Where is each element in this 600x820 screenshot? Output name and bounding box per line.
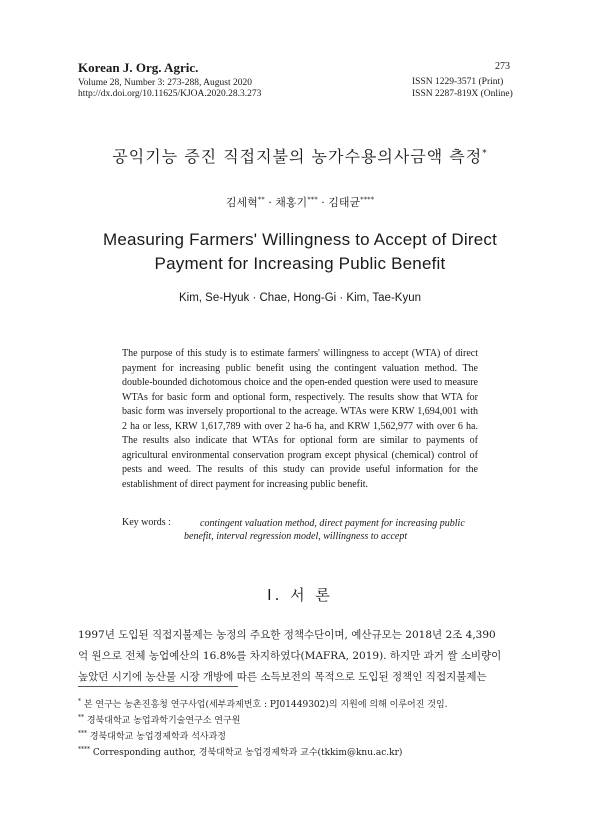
author-3: 김태균	[328, 196, 361, 209]
volume-info: Volume 28, Number 3: 273-288, August 2020	[78, 78, 252, 88]
footnote-4-mark: ****	[78, 746, 90, 753]
doi-link[interactable]: http://dx.doi.org/10.11625/KJOA.2020.28.3.273	[78, 89, 262, 99]
footnote-1	[78, 697, 448, 710]
page-number: 273	[495, 61, 510, 72]
author-separator: ·	[321, 196, 325, 209]
footnote-3-text: 경북대학교 농업경제학과 석사과정	[87, 732, 226, 742]
paper-title-english	[0, 228, 600, 276]
paper-title-korean	[0, 144, 600, 167]
footnote-3	[78, 729, 226, 742]
title-en-line-2: Payment for Increasing Public Benefit	[154, 254, 446, 273]
footnote-4-text: Corresponding author, 경북대학교 농업경제학과 교수(tkkim@knu.ac.kr)	[90, 748, 403, 758]
issn-print: ISSN 1229-3571 (Print)	[412, 77, 504, 87]
footnote-3-mark: ***	[78, 730, 87, 737]
issn-online: ISSN 2287-819X (Online)	[412, 89, 513, 99]
title-en-line-1: Measuring Farmers' Willingness to Accept of Direct	[103, 230, 497, 249]
body-paragraph	[78, 625, 522, 688]
authors-korean	[0, 194, 600, 210]
keywords-line-2: benefit, interval regression model, willingness to accept	[184, 531, 408, 542]
body-line-1: 1997년 도입된 직접지불제는 농정의 주요한 정책수단이며, 예산규모는 2018년 2조 4,390	[78, 629, 496, 641]
footnote-1-mark: *	[78, 698, 81, 705]
author-1: 김세혁	[225, 196, 258, 209]
author-separator: ·	[268, 196, 272, 209]
author-2: 채홍기	[275, 196, 308, 209]
body-line-2: 억 원으로 전체 농업예산의 16.8%를 차지하였다(MAFRA, 2019). 하지만 과거 쌀 소비량이	[78, 650, 502, 662]
keywords-label: Key words :	[122, 517, 171, 528]
author-2-mark: ***	[307, 195, 318, 204]
journal-name: Korean J. Org. Agric.	[78, 60, 199, 75]
keywords-line-1: contingent valuation method, direct payment for increasing public	[200, 518, 465, 529]
footnote-2-mark: **	[78, 714, 84, 721]
author-3-mark: ****	[360, 195, 375, 204]
author-1-mark: **	[257, 195, 265, 204]
body-line-3: 높았던 시기에 농산물 시장 개방에 따른 소득보전의 목적으로 도입된 정책인 직접지불제는	[78, 671, 487, 683]
title-footnote-mark: *	[482, 148, 488, 159]
authors-english: Kim, Se-Hyuk · Chae, Hong-Gi · Kim, Tae-Kyun	[178, 292, 421, 304]
footnote-divider	[78, 686, 238, 687]
title-ko-text: 공익기능 증진 직접지불의 농가수용의사금액 측정	[112, 147, 483, 166]
footnote-2-text: 경북대학교 농업과학기술연구소 연구원	[84, 716, 241, 726]
footnote-1-text: 본 연구는 농촌진흥청 연구사업(세부과제번호 : PJ01449302)의 지원에 의해 이루어진 것임.	[81, 700, 448, 710]
footnote-4	[78, 745, 402, 758]
footnote-2	[78, 713, 240, 726]
section-heading: Ⅰ. 서 론	[267, 586, 333, 604]
abstract: The purpose of this study is to estimate farmers' willingness to accept (WTA) of direct payment for increasing public benefit using the contingent valuation method. The double-bounded dichotomous choice and the open-ended question were used to measure WTAs for basic form and optional form, respectively. The results show that WTA for basic form was inversely proportional to the acreage. WTAs were KRW 1,694,001 with 2 ha or less, KRW 1,617,789 with over 2 ha-6 ha, and KRW 1,562,977 with over 6 ha. The results also indicate that WTAs for optional form are similar to payments of agricultural environmental conservation program except physical (chemical) control of pests and weed. The results of this study can provide useful information for the establishment of direct payment for increasing public benefit.	[122, 348, 478, 490]
